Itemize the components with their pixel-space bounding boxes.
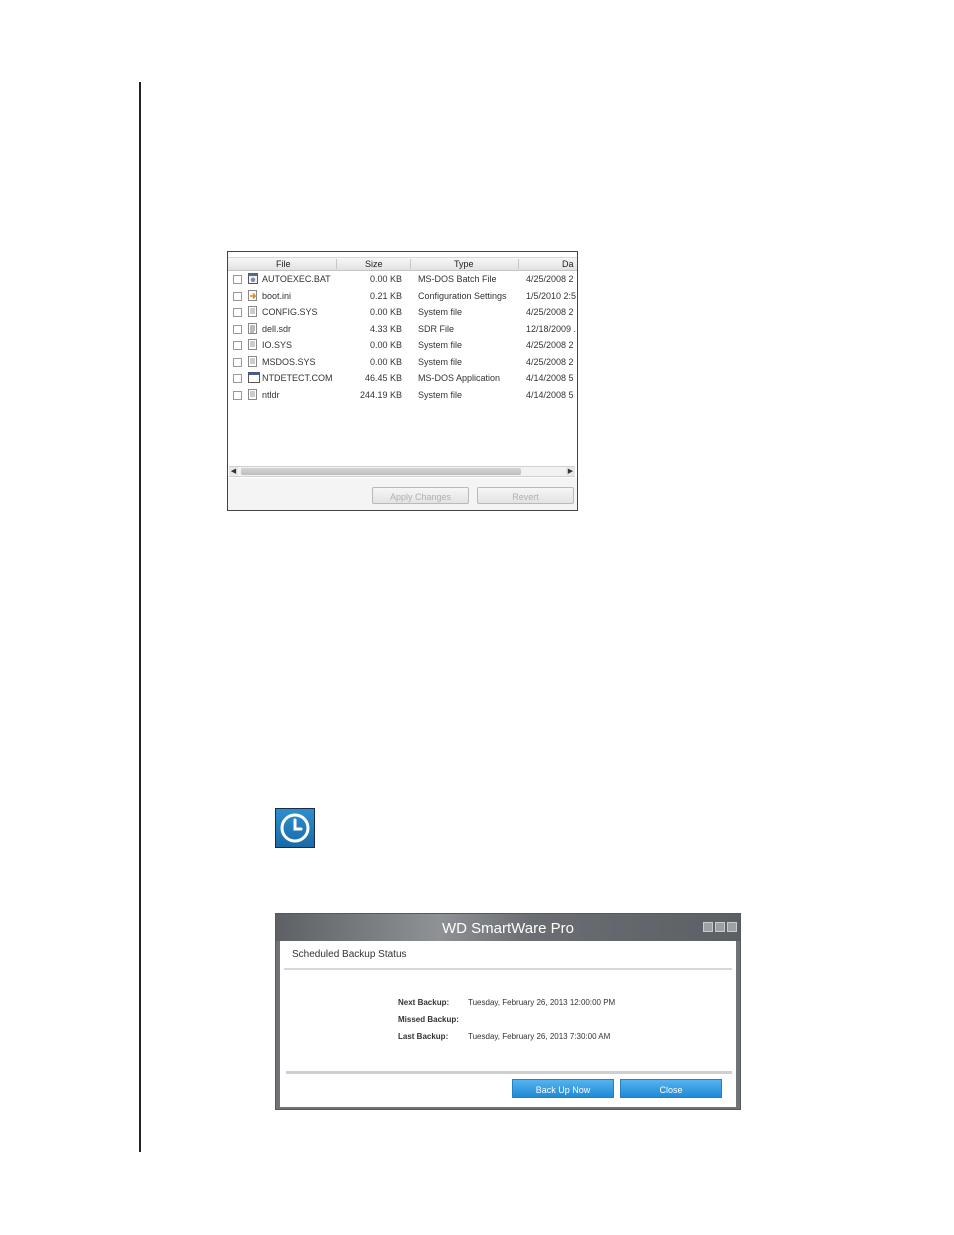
column-header-file[interactable]: File [276,259,291,269]
file-browser-panel [227,251,578,511]
file-size: 0.00 KB [369,307,402,317]
file-row[interactable] [228,354,577,370]
close-button[interactable]: Close [620,1079,722,1098]
file-row[interactable] [228,288,577,304]
file-type: SDR File [418,324,455,334]
file-name: NTDETECT.COM [262,373,333,383]
file-browser-footer [228,478,577,510]
dialog-title: WD SmartWare Pro [442,920,574,937]
file-checkbox[interactable] [233,341,242,350]
file-size: 4.33 KB [369,324,402,334]
file-row[interactable] [228,321,577,337]
next-backup-value: Tuesday, February 26, 2013 12:00:00 PM [468,998,616,1007]
file-checkbox[interactable] [233,308,242,317]
restore-icon[interactable] [715,922,725,932]
backup-status-clock-button[interactable] [275,808,315,848]
dialog-section-title: Scheduled Backup Status [292,949,407,960]
apply-changes-button[interactable]: Apply Changes [372,487,469,504]
file-type: Configuration Settings [418,291,507,301]
file-size: 0.21 KB [369,291,402,301]
dialog-body [280,941,736,1107]
file-date: 4/25/2008 2 [526,274,574,284]
file-size: 244.19 KB [359,390,402,400]
file-type: System file [418,307,463,317]
column-header-date[interactable]: Da [562,259,574,269]
file-size: 0.00 KB [369,357,402,367]
system-file-icon [248,389,258,400]
horizontal-scrollbar[interactable] [229,466,575,477]
missed-backup-label: Missed Backup: [398,1015,459,1024]
page-margin-rule [139,82,141,1152]
file-checkbox[interactable] [233,391,242,400]
file-checkbox[interactable] [233,325,242,334]
file-size: 0.00 KB [369,274,402,284]
column-header-size[interactable]: Size [365,259,383,269]
file-date: 1/5/2010 2:5 [526,291,577,301]
file-type: System file [418,357,463,367]
scroll-left-icon[interactable]: ◀ [230,468,237,475]
next-backup-label: Next Backup: [398,998,450,1007]
clock-icon [276,809,314,847]
file-size: 46.45 KB [364,373,402,383]
system-file-icon [248,356,258,367]
file-name: ntldr [262,390,280,400]
close-window-icon[interactable] [727,922,737,932]
wd-smartware-dialog [275,913,741,1110]
file-name: AUTOEXEC.BAT [262,274,331,284]
file-name: MSDOS.SYS [262,357,316,367]
file-list-header [228,257,577,271]
batch-file-icon [248,273,258,284]
file-date: 4/25/2008 2 [526,307,574,317]
scrollbar-thumb[interactable] [241,468,521,475]
file-date: 4/25/2008 2 [526,357,574,367]
file-name: boot.ini [262,291,292,301]
file-row[interactable] [228,304,577,320]
file-row[interactable] [228,387,577,403]
file-date: 4/14/2008 5 [526,390,574,400]
dialog-titlebar[interactable] [276,914,740,941]
file-name: CONFIG.SYS [262,307,318,317]
config-file-icon [248,290,258,301]
application-file-icon [248,372,260,383]
file-row[interactable] [228,337,577,353]
dialog-footer-divider [286,1071,732,1074]
file-type: System file [418,340,463,350]
file-type: MS-DOS Application [418,373,501,383]
file-date: 4/14/2008 5 [526,373,574,383]
file-type: System file [418,390,463,400]
file-row[interactable] [228,370,577,386]
file-date: 4/25/2008 2 [526,340,574,350]
revert-button[interactable]: Revert [477,487,574,504]
file-size: 0.00 KB [369,340,402,350]
file-checkbox[interactable] [233,292,242,301]
system-file-icon [248,339,258,350]
system-file-icon [248,306,258,317]
file-date: 12/18/2009 . [526,324,577,334]
file-name: dell.sdr [262,324,292,334]
file-type: MS-DOS Batch File [418,274,497,284]
file-checkbox[interactable] [233,275,242,284]
document-file-icon [248,323,258,334]
scroll-right-icon[interactable]: ▶ [567,468,574,475]
back-up-now-button[interactable]: Back Up Now [512,1079,614,1098]
file-name: IO.SYS [262,340,293,350]
file-row[interactable] [228,271,577,287]
file-checkbox[interactable] [233,358,242,367]
column-header-type[interactable]: Type [454,259,474,269]
dialog-divider [284,968,732,970]
minimize-icon[interactable] [703,922,713,932]
file-checkbox[interactable] [233,374,242,383]
last-backup-value: Tuesday, February 26, 2013 7:30:00 AM [468,1032,611,1041]
last-backup-label: Last Backup: [398,1032,449,1041]
